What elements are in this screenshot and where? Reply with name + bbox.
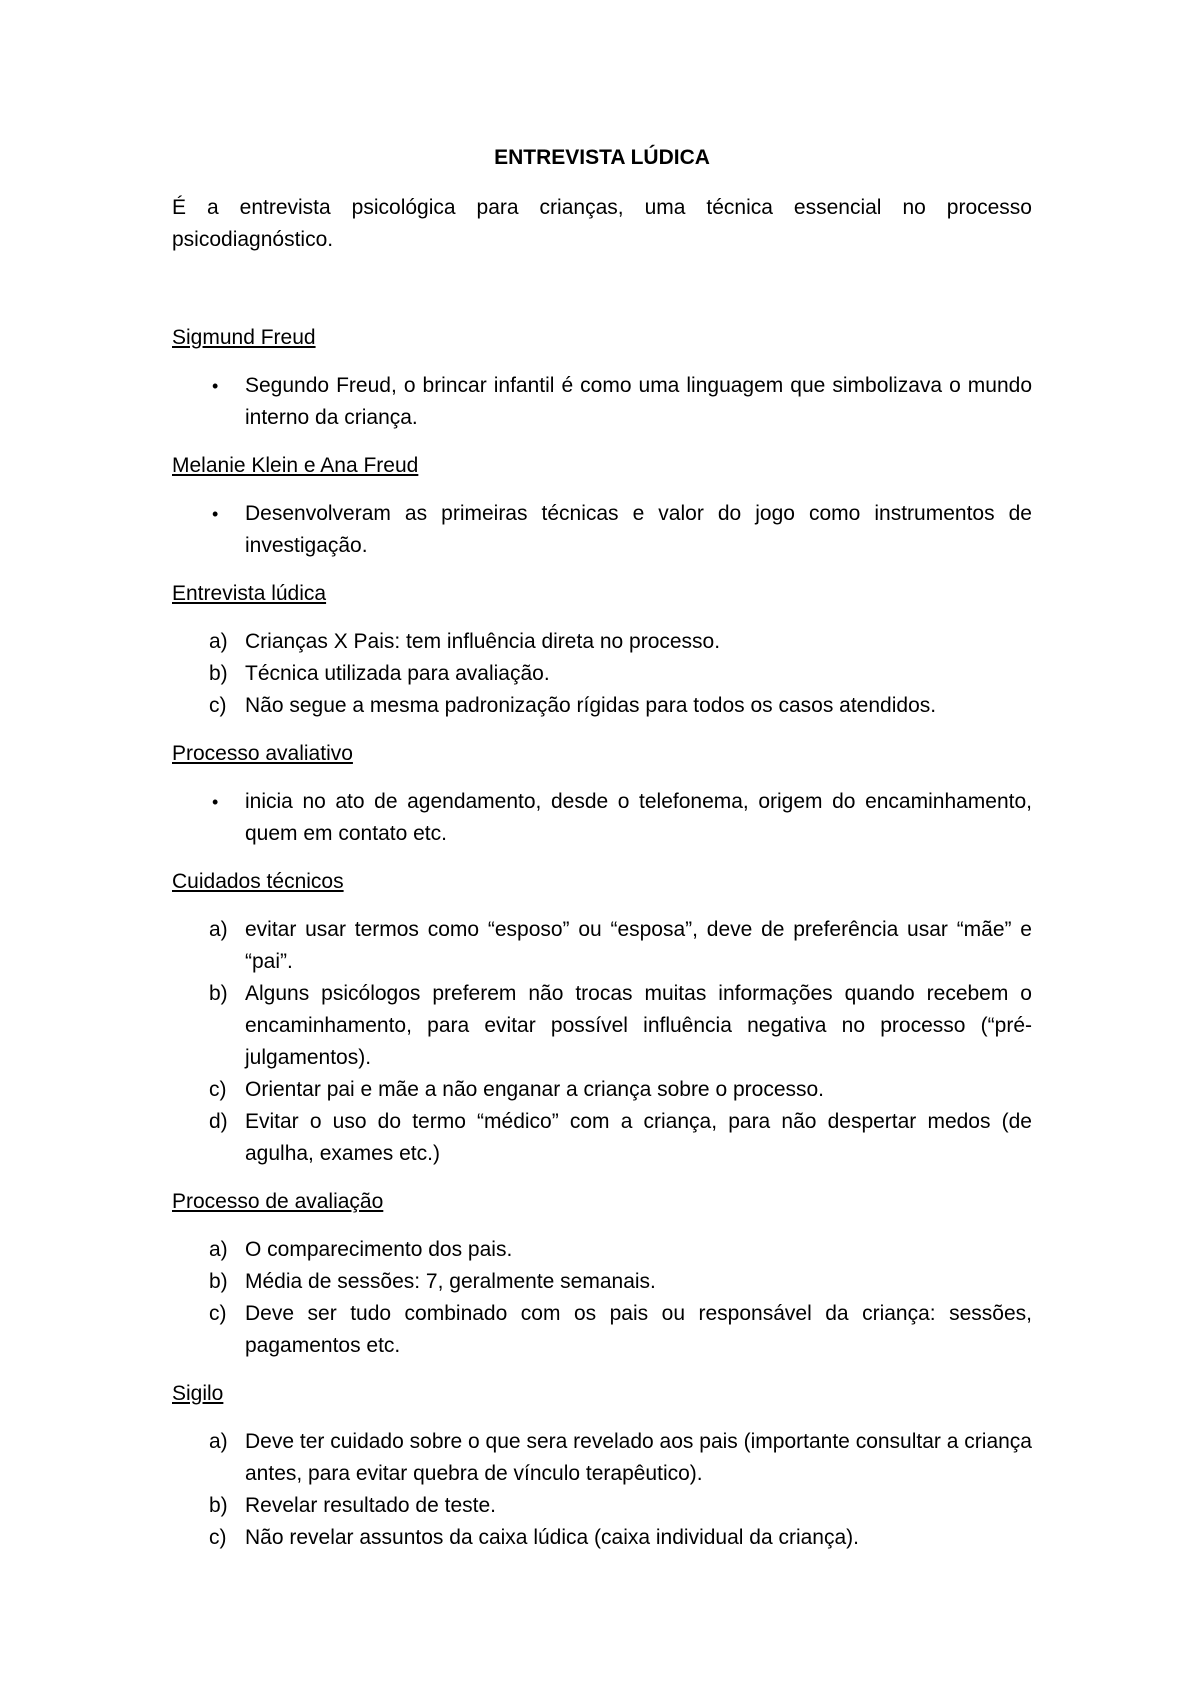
list-item-text: Média de sessões: 7, geralmente semanais. [245, 1270, 656, 1293]
section-heading: Entrevista lúdica [172, 582, 327, 605]
item-letter: a) [209, 918, 228, 941]
section-heading: Melanie Klein e Ana Freud [172, 454, 419, 477]
list-item [172, 370, 1032, 434]
list-item [172, 690, 1032, 722]
item-letter: a) [209, 1238, 228, 1261]
list-item-text: Crianças X Pais: tem influência direta no processo. [245, 630, 721, 653]
list-item-text: inicia no ato de agendamento, desde o telefonema, origem do encaminhamento, quem em contato etc. [245, 790, 1032, 845]
list-item [172, 626, 1032, 658]
section-heading: Processo de avaliação [172, 1190, 384, 1213]
item-letter: b) [209, 982, 228, 1005]
list-item [172, 978, 1032, 1074]
list-item-text: Técnica utilizada para avaliação. [245, 662, 550, 685]
list-item [172, 1490, 1032, 1522]
list-item [172, 1426, 1032, 1490]
list-item [172, 914, 1032, 978]
list-item-text: Não segue a mesma padronização rígidas para todos os casos atendidos. [245, 694, 937, 717]
item-letter: b) [209, 1270, 228, 1293]
bullet-marker: • [212, 376, 219, 396]
lettered-list [172, 1426, 1032, 1554]
list-item-text: O comparecimento dos pais. [245, 1238, 513, 1261]
list-item-text: Deve ter cuidado sobre o que sera revelado aos pais (importante consultar a criança antes, para evitar quebra de vínculo terapêutico). [245, 1430, 1032, 1485]
document-page [172, 142, 1032, 1570]
list-item [172, 1234, 1032, 1266]
list-item [172, 1266, 1032, 1298]
list-item [172, 786, 1032, 850]
list-item [172, 1074, 1032, 1106]
section-heading: Sigilo [172, 1382, 224, 1405]
list-item-text: Segundo Freud, o brincar infantil é como uma linguagem que simbolizava o mundo interno da criança. [245, 374, 1032, 429]
list-item [172, 1522, 1032, 1554]
spacer [172, 256, 1032, 322]
item-letter: c) [209, 694, 227, 717]
item-letter: b) [209, 1494, 228, 1517]
intro-paragraph: É a entrevista psicológica para crianças, uma técnica essencial no processo psicodiagnóstico. [172, 196, 1032, 251]
list-item [172, 498, 1032, 562]
section-heading: Cuidados técnicos [172, 870, 344, 893]
list-item [172, 1106, 1032, 1170]
list-item-text: Desenvolveram as primeiras técnicas e valor do jogo como instrumentos de investigação. [245, 502, 1032, 557]
item-letter: c) [209, 1526, 227, 1549]
section-heading: Sigmund Freud [172, 326, 316, 349]
list-item-text: Revelar resultado de teste. [245, 1494, 496, 1517]
document-title: ENTREVISTA LÚDICA [494, 146, 710, 169]
lettered-list [172, 1234, 1032, 1362]
list-item [172, 658, 1032, 690]
list-item-text: Evitar o uso do termo “médico” com a criança, para não despertar medos (de agulha, exames etc.) [245, 1110, 1032, 1165]
bullet-marker: • [212, 504, 219, 524]
lettered-list [172, 626, 1032, 722]
list-item-text: evitar usar termos como “esposo” ou “esposa”, deve de preferência usar “mãe” e “pai”. [245, 918, 1032, 973]
list-item-text: Orientar pai e mãe a não enganar a criança sobre o processo. [245, 1078, 825, 1101]
list-item-text: Não revelar assuntos da caixa lúdica (caixa individual da criança). [245, 1526, 859, 1549]
item-letter: a) [209, 1430, 228, 1453]
bullet-list [172, 370, 1032, 434]
list-item [172, 1298, 1032, 1362]
section-heading: Processo avaliativo [172, 742, 353, 765]
item-letter: b) [209, 662, 228, 685]
item-letter: a) [209, 630, 228, 653]
list-item-text: Deve ser tudo combinado com os pais ou responsável da criança: sessões, pagamentos etc. [245, 1302, 1032, 1357]
item-letter: c) [209, 1302, 227, 1325]
bullet-list [172, 786, 1032, 850]
item-letter: c) [209, 1078, 227, 1101]
bullet-marker: • [212, 792, 219, 812]
list-item-text: Alguns psicólogos preferem não trocas muitas informações quando recebem o encaminhamento, para evitar possível influência negativa no processo (“pré-julgamentos). [245, 982, 1032, 1069]
sections-container [172, 322, 1032, 1554]
lettered-list [172, 914, 1032, 1170]
item-letter: d) [209, 1110, 228, 1133]
bullet-list [172, 498, 1032, 562]
